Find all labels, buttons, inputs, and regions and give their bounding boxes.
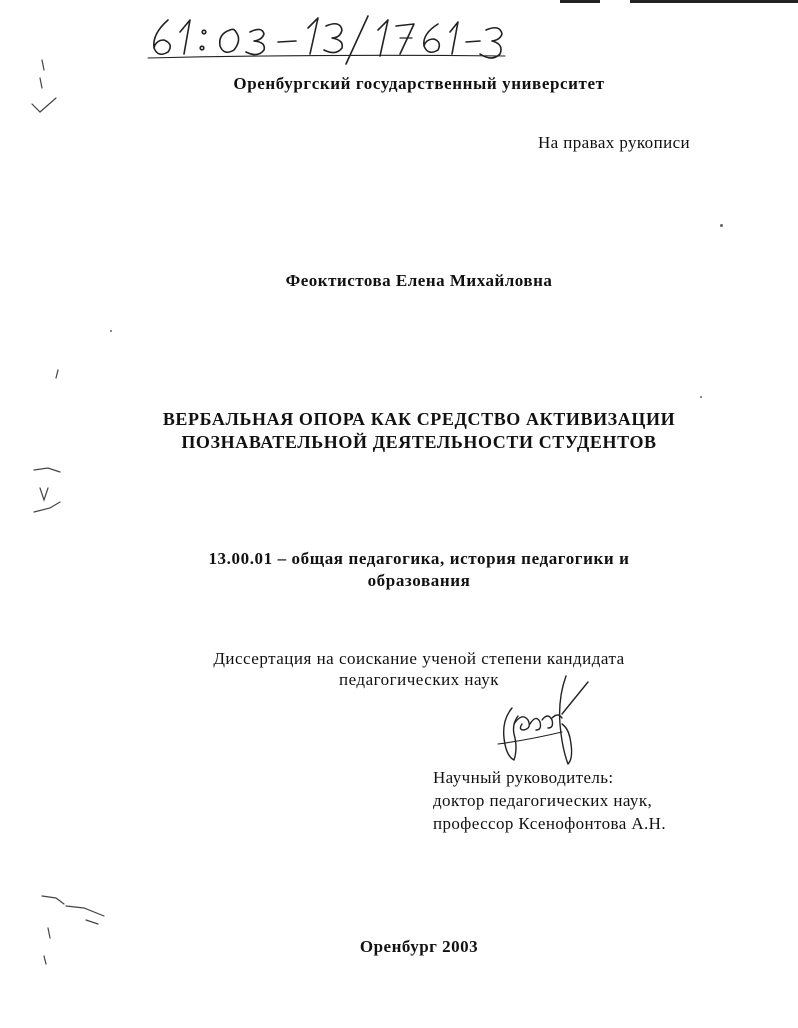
supervisor-line: профессор Ксенофонтова А.Н.: [433, 814, 667, 833]
manuscript-rights-note: На правах рукописи: [538, 133, 691, 152]
top-scan-edge-gap: [600, 0, 630, 3]
scan-speck: [720, 224, 723, 227]
title-line: ВЕРБАЛЬНАЯ ОПОРА КАК СРЕДСТВО АКТИВИЗАЦИИ: [162, 409, 676, 429]
supervisor-line: доктор педагогических наук,: [433, 791, 653, 810]
top-scan-edge: [560, 0, 798, 3]
specialty-line: 13.00.01 – общая педагогика, история педагогики и: [208, 549, 630, 568]
supervisor-line: Научный руководитель:: [433, 768, 614, 787]
university-name: Оренбургский государственный университет: [233, 74, 605, 93]
scan-speck: [700, 396, 702, 398]
degree-line: Диссертация на соискание ученой степени кандидата: [213, 649, 625, 668]
author-signature: [478, 668, 608, 778]
handwritten-archive-code: [140, 8, 510, 70]
specialty-line: образования: [367, 571, 471, 590]
author-name: Феоктистова Елена Михайловна: [285, 271, 553, 290]
scientific-supervisor: [433, 766, 666, 835]
scan-margin-artifacts: [0, 0, 120, 1028]
city-and-year: Оренбург 2003: [359, 937, 479, 956]
scan-speck: [110, 330, 112, 332]
title-line: ПОЗНАВАТЕЛЬНОЙ ДЕЯТЕЛЬНОСТИ СТУДЕНТОВ: [181, 432, 657, 452]
degree-line: педагогических наук: [339, 670, 499, 689]
